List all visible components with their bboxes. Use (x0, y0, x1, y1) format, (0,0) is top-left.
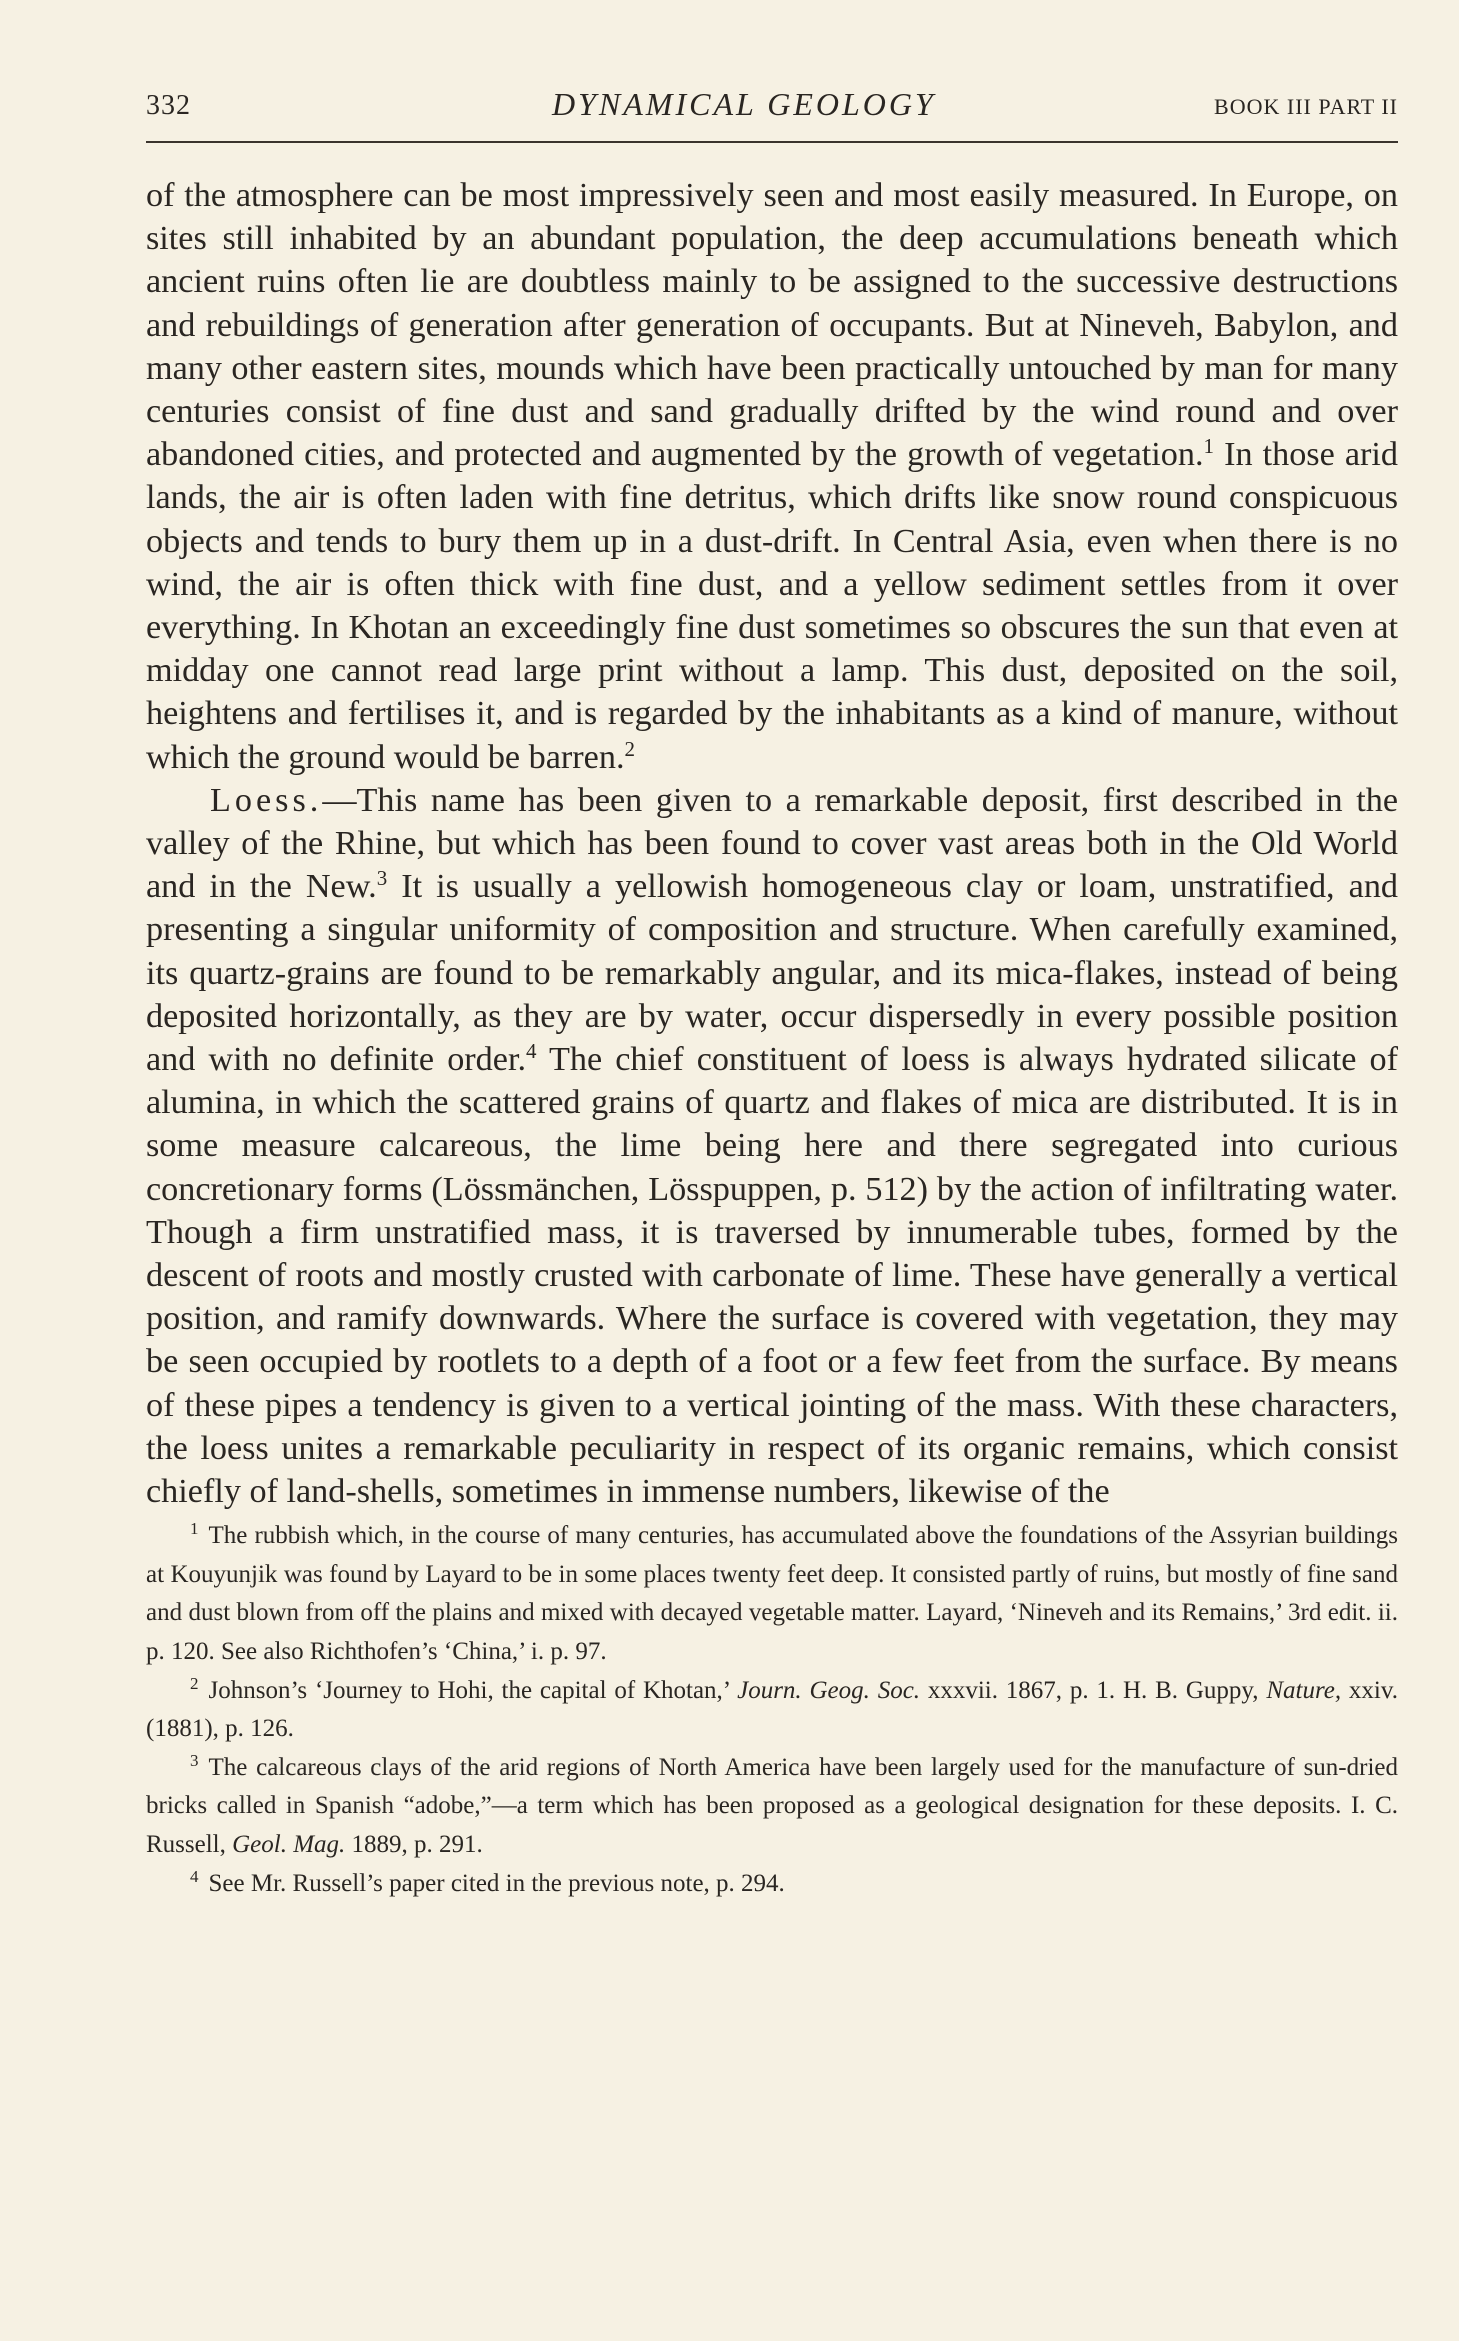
loess-heading: Loess. (210, 781, 323, 819)
footnote-mark: 3 (190, 1750, 199, 1770)
footnote-4 (146, 1865, 1398, 1904)
paragraph-text: It is usually a yellowish homogeneous clay or loam, unstratified, and presenting a singular uniformity of composition and structure. When carefully examined, its quartz-grains are found to be remarkably angular, and its mica-flakes, instead of being deposited horizontally, as they are by water, occur dispersedly in every possible position and with no definite order. (146, 868, 1399, 1079)
paragraph-loess (146, 779, 1398, 1513)
footnote-text: xxiv. (1881), p. 126. (146, 1676, 1398, 1743)
footnote-mark: 4 (190, 1866, 199, 1886)
body-text (146, 174, 1398, 1513)
footnote-mark: 2 (190, 1673, 199, 1693)
paragraph-text: The chief constituent of loess is always hydrated silicate of alumina, in which the scattered grains of quartz and flakes of mica are distributed. It is in some measure calcareous, the lime being here and there segregated into curious concretionary forms (Lössmänchen, Lösspuppen, p. 512) by the action of infiltrating water. Though a firm unstratified mass, it is traversed by innumerable tubes, formed by the descent of roots and mostly crusted with carbonate of lime. These have generally a vertical position, and ramify downwards. Where the surface is covered with vegetation, they may be seen occupied by rootlets to a depth of a foot or a few feet from the surface. By means of these pipes a tendency is given to a vertical jointing of the mass. With these characters, the loess unites a remarkable peculiarity in respect of its organic remains, which consist chiefly of land-shells, sometimes in immense numbers, likewise of the (146, 1041, 1399, 1511)
journal-title: Journ. Geog. Soc. (737, 1676, 921, 1704)
paragraph (146, 174, 1398, 779)
footnote-text: The rubbish which, in the course of many centuries, has accumulated above the foundations of the Assyrian buildings at Kouyunjik was found by Layard to be in some places twenty feet deep. It consisted partly of ruins, but mostly of fine sand and dust blown from off the plains and mixed with decayed vegetable matter. Layard, ‘Nineveh and its Remains,’ 3rd edit. ii. p. 120. See also Richthofen’s ‘China,’ i. p. 97. (146, 1522, 1398, 1666)
footnote-2 (146, 1672, 1398, 1749)
running-head (146, 60, 1398, 120)
running-section: BOOK III PART II (1214, 94, 1398, 119)
footnote-1 (146, 1517, 1398, 1671)
footnote-mark: 1 (190, 1519, 199, 1539)
footnote-reference: 4 (526, 1039, 537, 1064)
footnote-text: 1889, p. 291. (345, 1831, 483, 1859)
footnote-text: See Mr. Russell’s paper cited in the previous note, p. 294. (208, 1869, 785, 1897)
paragraph-text: of the atmosphere can be most impressively seen and most easily measured. In Europe, on sites still inhabited by an abundant population, the deep accumulations beneath which ancient ruins often lie are doubtless mainly to be assigned to the successive destructions and rebuildings of generation after generation of occupants. But at Nineveh, Babylon, and many other eastern sites, mounds which have been practically untouched by man for many centuries consist of fine dust and sand gradually drifted by the wind round and over abandoned cities, and protected and augmented by the growth of vegetation. (146, 177, 1398, 474)
footnotes (146, 1517, 1398, 1903)
footnote-reference: 3 (376, 866, 388, 891)
footnote-reference: 2 (624, 736, 635, 761)
paragraph-text: —This name has been given to a remarkable deposit, first described in the valley of the Rhine, but which has been found to cover vast areas both in the Old World and in the New. (146, 781, 1398, 906)
footnote-text: Johnson’s ‘Journey to Hohi, the capital of Khotan,’ (208, 1676, 738, 1704)
book-page (146, 60, 1398, 1903)
header-rule (146, 141, 1398, 143)
running-title: DYNAMICAL GEOLOGY (552, 86, 936, 122)
paragraph-text: In those arid lands, the air is often laden with fine detritus, which drifts like snow round conspicuous objects and tends to bury them up in a dust-drift. In Central Asia, even when there is no wind, the air is often thick with fine dust, and a yellow sediment settles from it over everything. In Khotan an exceedingly fine dust sometimes so obscures the sun that even at midday one cannot read large print without a lamp. This dust, deposited on the soil, heightens and fertilises it, and is regarded by the inhabitants as a kind of manure, without which the ground would be barren. (146, 436, 1398, 776)
footnote-reference: 1 (1203, 434, 1215, 459)
journal-title: Nature, (1266, 1676, 1342, 1704)
page-number: 332 (146, 90, 191, 121)
footnote-text: The calcareous clays of the arid regions of North America have been largely used for the manufacture of sun-dried bricks called in Spanish “adobe,”—a term which has been proposed as a geological designation for these deposits. I. C. Russell, (146, 1753, 1398, 1859)
footnote-text: xxxvii. 1867, p. 1. H. B. Guppy, (920, 1676, 1267, 1704)
journal-title: Geol. Mag. (232, 1831, 346, 1859)
footnote-3 (146, 1749, 1398, 1865)
